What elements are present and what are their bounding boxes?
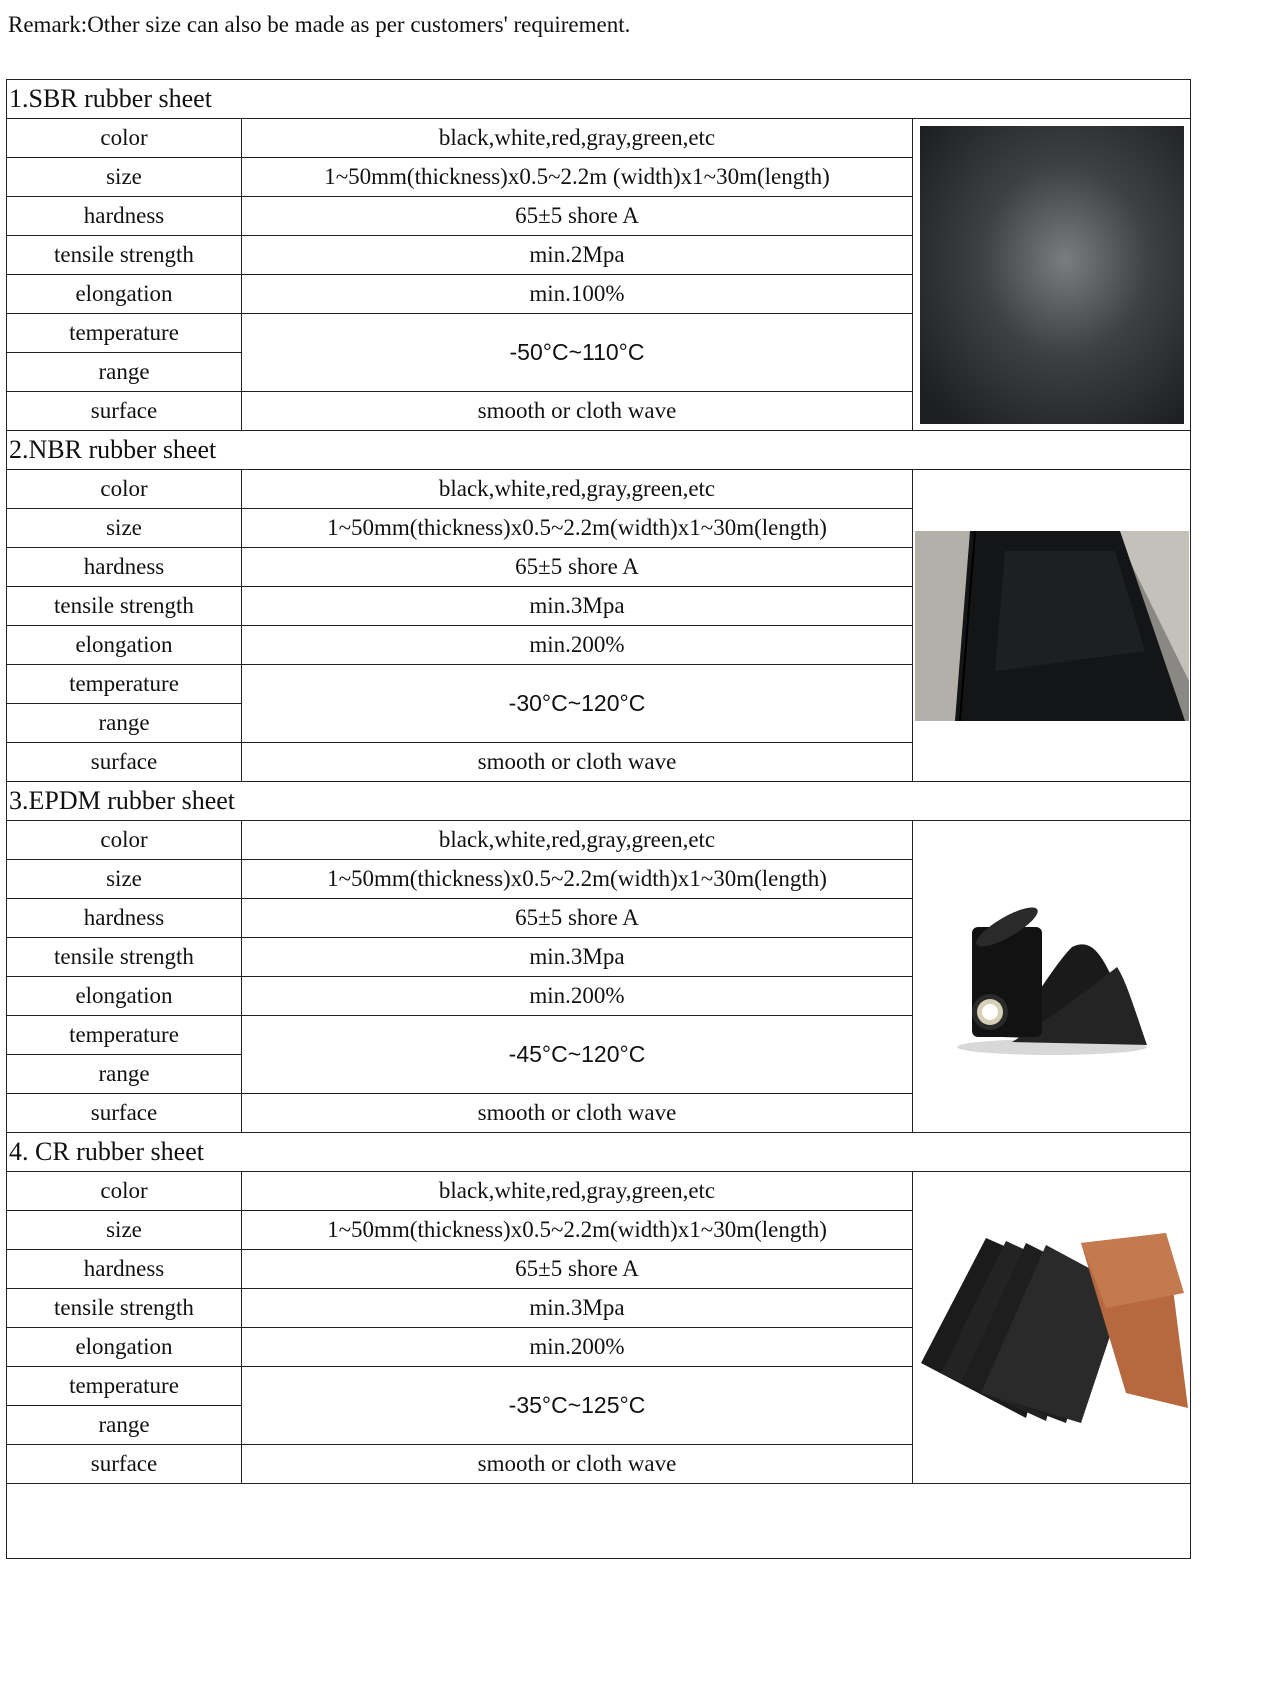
nbr-sheet-image — [915, 531, 1189, 721]
table-row — [7, 821, 1191, 860]
cr-sheets-image — [916, 1233, 1188, 1423]
row-label: surface — [7, 392, 242, 431]
product-image-cell — [913, 119, 1191, 431]
row-label: range — [7, 353, 242, 392]
row-value: 65±5 shore A — [242, 548, 913, 587]
row-value: min.100% — [242, 275, 913, 314]
empty-row — [7, 1484, 1191, 1559]
row-label: hardness — [7, 899, 242, 938]
row-value: 1~50mm(thickness)x0.5~2.2m(width)x1~30m(length) — [242, 1211, 913, 1250]
temperature-range-value: -35°C~125°C — [242, 1367, 913, 1445]
row-label: tensile strength — [7, 938, 242, 977]
row-label: color — [7, 1172, 242, 1211]
row-label: range — [7, 1055, 242, 1094]
row-label: surface — [7, 743, 242, 782]
section-title-sbr: 1.SBR rubber sheet — [7, 80, 1191, 119]
row-label: color — [7, 470, 242, 509]
row-label: temperature — [7, 665, 242, 704]
row-value: smooth or cloth wave — [242, 743, 913, 782]
row-label: size — [7, 509, 242, 548]
spec-table — [6, 79, 1191, 1559]
row-value: min.200% — [242, 626, 913, 665]
row-label: tensile strength — [7, 236, 242, 275]
row-label: surface — [7, 1094, 242, 1133]
row-value: black,white,red,gray,green,etc — [242, 119, 913, 158]
row-label: color — [7, 821, 242, 860]
product-image-cell — [913, 1172, 1191, 1484]
row-label: range — [7, 1406, 242, 1445]
row-value: min.3Mpa — [242, 587, 913, 626]
temperature-range-value: -45°C~120°C — [242, 1016, 913, 1094]
row-label: hardness — [7, 548, 242, 587]
row-value: 65±5 shore A — [242, 197, 913, 236]
row-label: hardness — [7, 197, 242, 236]
table-row — [7, 119, 1191, 158]
row-label: elongation — [7, 626, 242, 665]
row-label: tensile strength — [7, 587, 242, 626]
product-image-cell — [913, 470, 1191, 782]
section-title-epdm: 3.EPDM rubber sheet — [7, 782, 1191, 821]
remark-text: Remark:Other size can also be made as per customers' requirement. — [8, 12, 631, 37]
row-label: size — [7, 1211, 242, 1250]
row-label: color — [7, 119, 242, 158]
row-label: hardness — [7, 1250, 242, 1289]
row-value: 65±5 shore A — [242, 1250, 913, 1289]
row-value: min.200% — [242, 977, 913, 1016]
row-label: temperature — [7, 1016, 242, 1055]
sbr-sheet-image — [920, 126, 1184, 424]
table-row — [7, 1172, 1191, 1211]
row-value: black,white,red,gray,green,etc — [242, 1172, 913, 1211]
row-label: size — [7, 860, 242, 899]
row-label: temperature — [7, 1367, 242, 1406]
product-image-cell — [913, 821, 1191, 1133]
row-label: size — [7, 158, 242, 197]
row-value: smooth or cloth wave — [242, 1445, 913, 1484]
row-value: 1~50mm(thickness)x0.5~2.2m(width)x1~30m(length) — [242, 509, 913, 548]
row-value: 1~50mm(thickness)x0.5~2.2m (width)x1~30m(length) — [242, 158, 913, 197]
row-value: smooth or cloth wave — [242, 392, 913, 431]
row-value: black,white,red,gray,green,etc — [242, 821, 913, 860]
row-label: tensile strength — [7, 1289, 242, 1328]
row-label: temperature — [7, 314, 242, 353]
row-value: 65±5 shore A — [242, 899, 913, 938]
row-label: elongation — [7, 275, 242, 314]
section-title-nbr: 2.NBR rubber sheet — [7, 431, 1191, 470]
row-label: surface — [7, 1445, 242, 1484]
row-value: 1~50mm(thickness)x0.5~2.2m(width)x1~30m(length) — [242, 860, 913, 899]
row-label: elongation — [7, 977, 242, 1016]
row-label: elongation — [7, 1328, 242, 1367]
row-value: min.200% — [242, 1328, 913, 1367]
row-value: min.2Mpa — [242, 236, 913, 275]
row-value: min.3Mpa — [242, 1289, 913, 1328]
row-value: black,white,red,gray,green,etc — [242, 470, 913, 509]
row-value: min.3Mpa — [242, 938, 913, 977]
section-title-cr: 4. CR rubber sheet — [7, 1133, 1191, 1172]
temperature-range-value: -50°C~110°C — [242, 314, 913, 392]
row-label: range — [7, 704, 242, 743]
temperature-range-value: -30°C~120°C — [242, 665, 913, 743]
epdm-roll-image — [942, 887, 1162, 1067]
table-row — [7, 470, 1191, 509]
row-value: smooth or cloth wave — [242, 1094, 913, 1133]
